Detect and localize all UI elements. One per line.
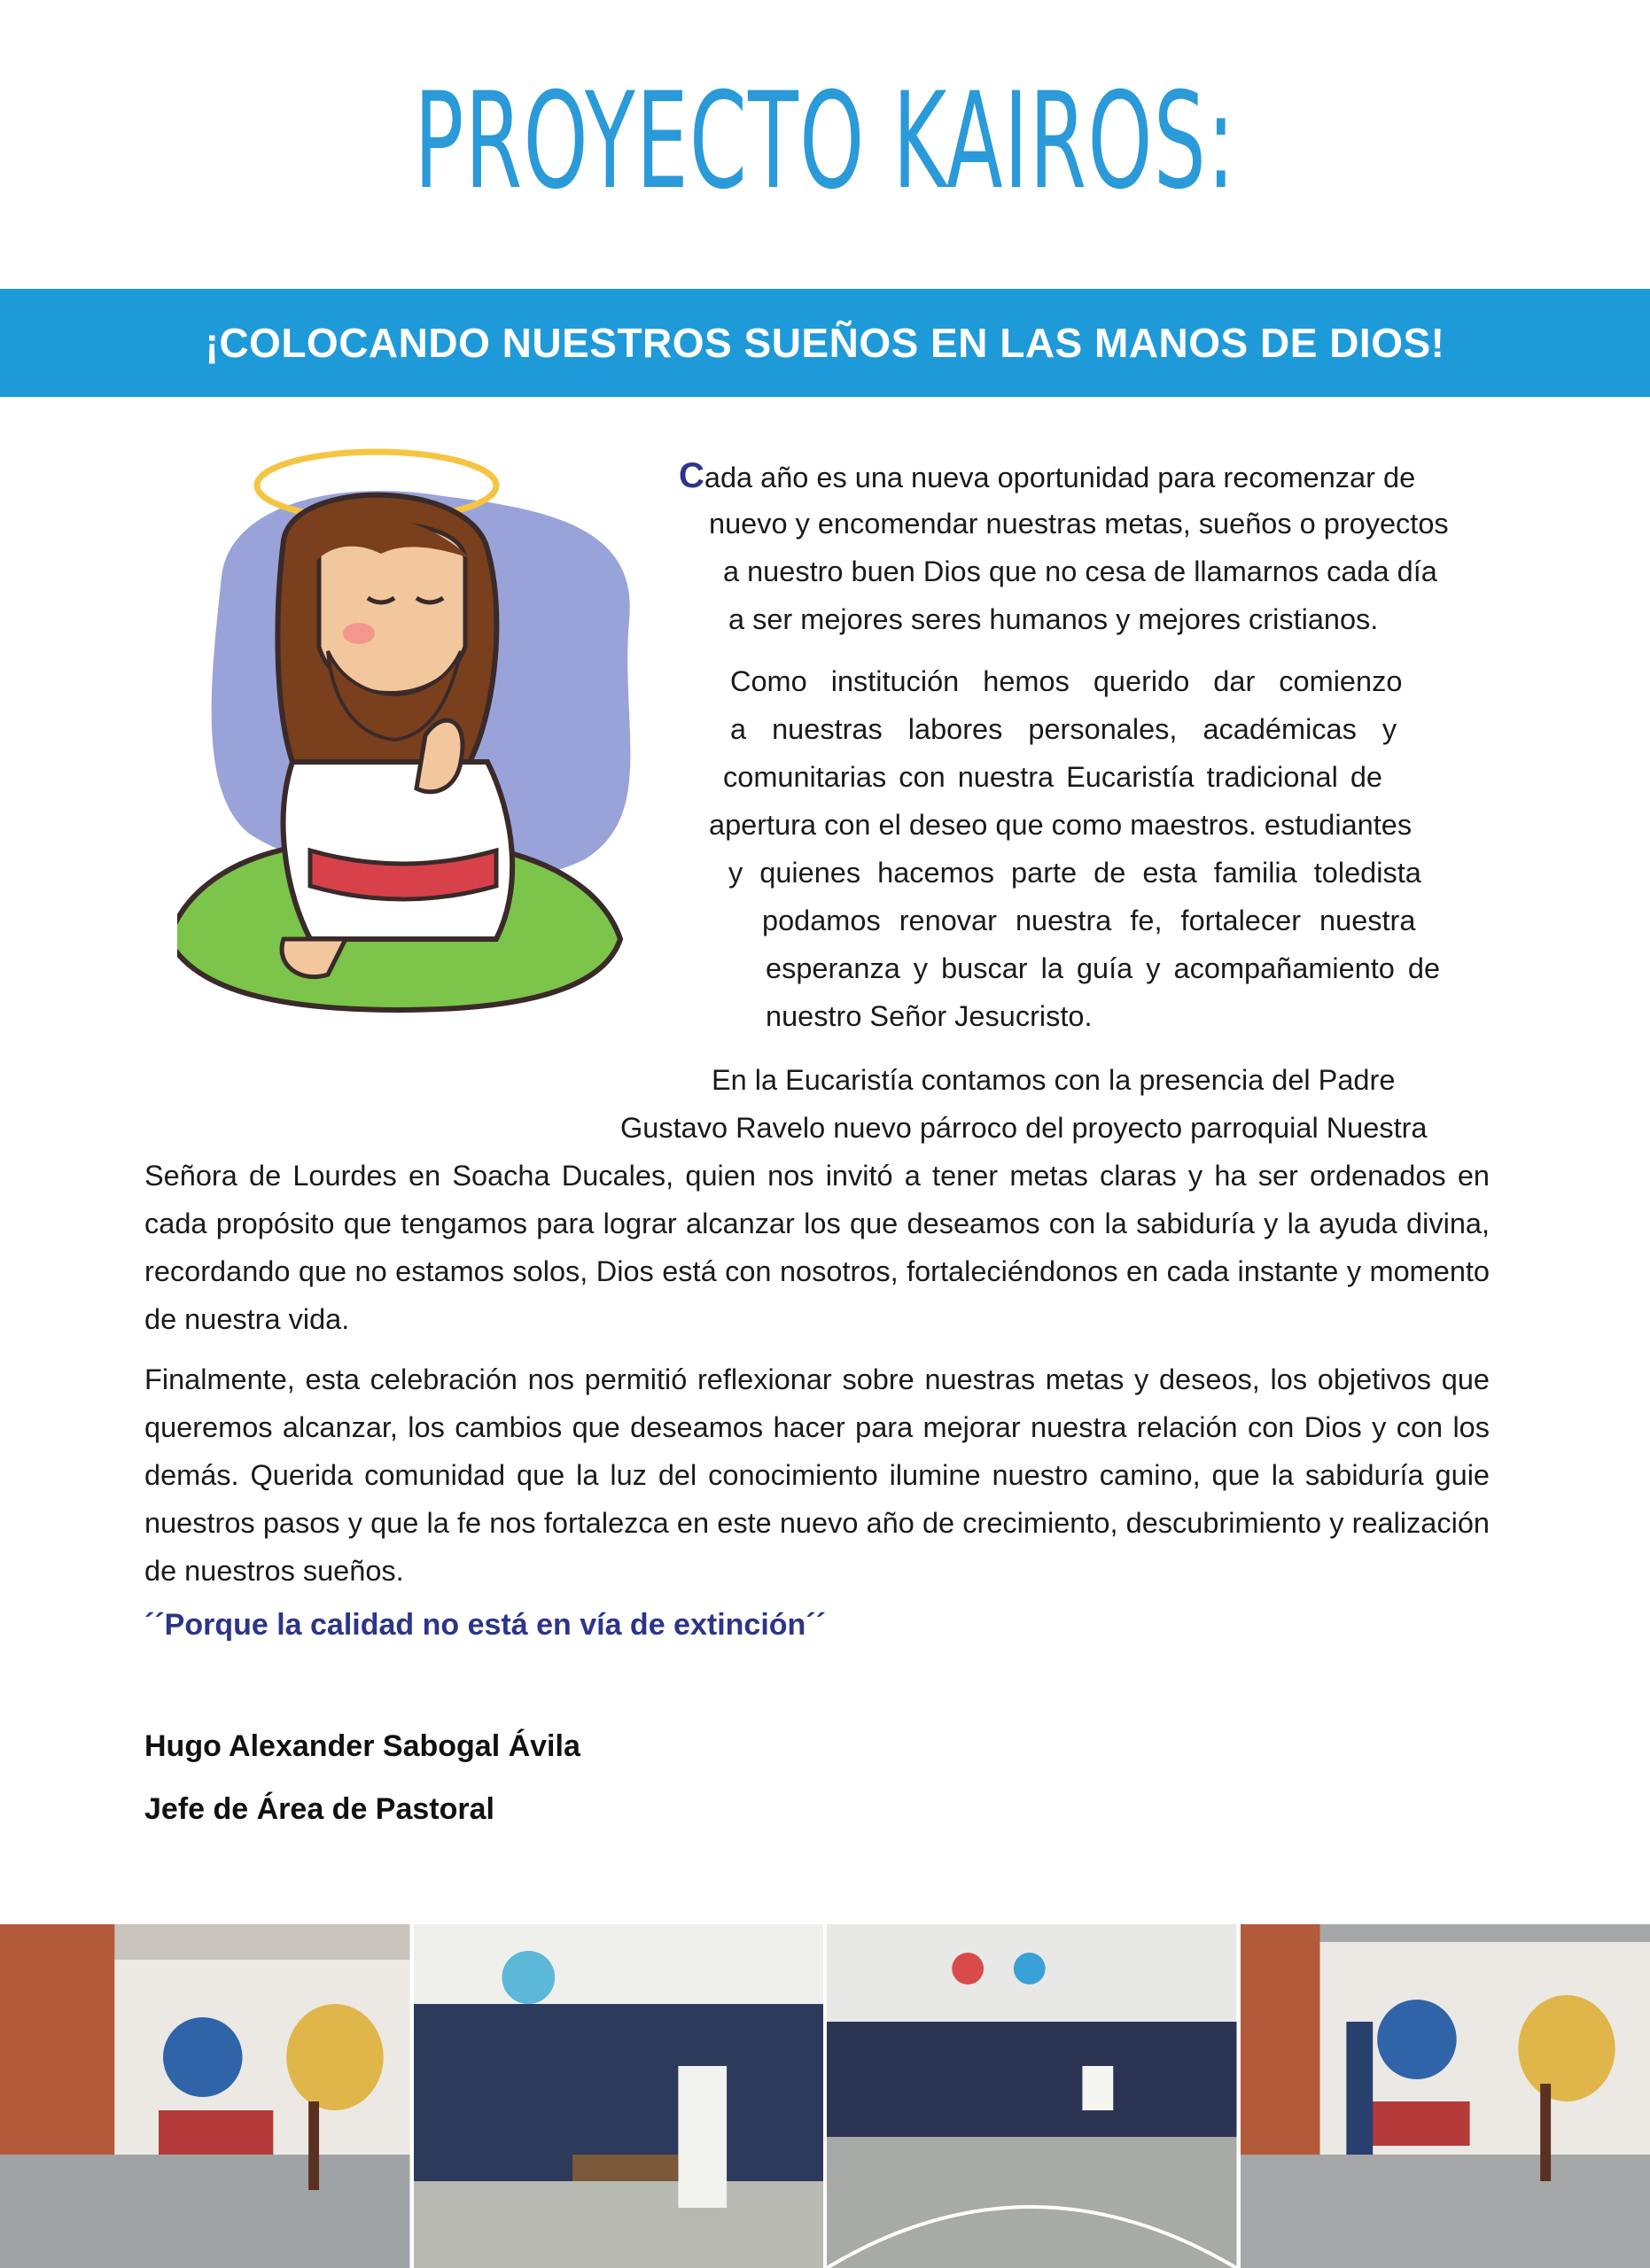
paragraph-1-line: [723, 548, 1490, 595]
photo-communion: [414, 1924, 824, 2268]
text-line: nuevo y encomendar nuestras metas, sueños o proyectos: [709, 508, 1449, 540]
text-line: a ser mejores seres humanos y mejores cristianos.: [728, 603, 1379, 635]
subtitle-text: ¡COLOCANDO NUESTROS SUEÑOS EN LAS MANOS DE DIOS!: [205, 320, 1445, 366]
page-title: PROYECTO KAIROS:: [414, 65, 1236, 219]
photo-students-assembly: [827, 1924, 1237, 2268]
paragraph-4: Finalmente, esta celebración nos permitió reflexionar sobre nuestras metas y deseos, los objetivos que queremos alcanzar, los cambios que deseamos hacer para mejorar nuestra relación con Dios y con los demás. Querida comunidad que la luz del conocimiento ilumine nuestro camino, que la sabiduría guie nuestros pasos y que la fe nos fortalezca en este nuevo año de crecimiento, descubrimiento y realización de nuestros sueños.: [144, 1363, 1490, 1587]
paragraph-2-line: comunitarias con nuestra Eucaristía tradicional de: [723, 761, 1382, 793]
paragraph-2-line: Como institución hemos querido dar comienzo: [730, 665, 1403, 697]
paragraph-2-line: y quienes hacemos parte de esta familia toledista: [728, 857, 1421, 889]
paragraph-1-line: [679, 452, 1490, 500]
text-line: a nuestro buen Dios que no cesa de llamarnos cada día: [723, 555, 1437, 587]
paragraph-3-line: En la Eucaristía contamos con la presencia del Padre: [712, 1064, 1396, 1096]
paragraph-2-line: esperanza y buscar la guía y acompañamiento de: [766, 952, 1441, 984]
paragraph-2: [709, 657, 1490, 1040]
praying-jesus-illustration: [177, 443, 682, 1037]
photo-strip: [0, 1924, 1650, 2268]
motto: ´´Porque la calidad no está en vía de extinción´´: [144, 1608, 826, 1642]
paragraph-2-line: a nuestras labores personales, académicas y: [730, 713, 1397, 745]
paragraph-2-line: apertura con el deseo que como maestros. estudiantes: [709, 809, 1413, 841]
subtitle-banner: [0, 289, 1650, 397]
paragraph-2-line: podamos renovar nuestra fe, fortalecer nuestra: [762, 905, 1416, 936]
paragraph-1-line: [728, 595, 1490, 643]
text-line: ada año es una nueva oportunidad para recomenzar de: [704, 462, 1416, 493]
paragraph-2-line: nuestro Señor Jesucristo.: [766, 1000, 1093, 1032]
dropcap-letter: C: [679, 456, 704, 495]
paragraph-1: [679, 452, 1490, 643]
paragraph-3-head: [620, 1056, 1490, 1152]
paragraph-3-line: Gustavo Ravelo nuevo párroco del proyecto parroquial Nuestra: [620, 1112, 1428, 1144]
signature-name: Hugo Alexander Sabogal Ávila: [144, 1729, 580, 1763]
paragraph-3-body: Señora de Lourdes en Soacha Ducales, quien nos invitó a tener metas claras y ha ser ordenados en cada propósito que tengamos para lograr alcanzar los que deseamos con la sabiduría y la ayuda divina, recordando que no estamos solos, Dios está con nosotros, fortaleciéndonos en cada instante y momento de nuestra vida.: [144, 1160, 1490, 1335]
signature-role: Jefe de Área de Pastoral: [144, 1792, 494, 1826]
paragraph-1-line: [709, 500, 1490, 548]
photo-priest-altar: [1241, 1924, 1650, 2268]
photo-mass-altar: [0, 1924, 410, 2268]
